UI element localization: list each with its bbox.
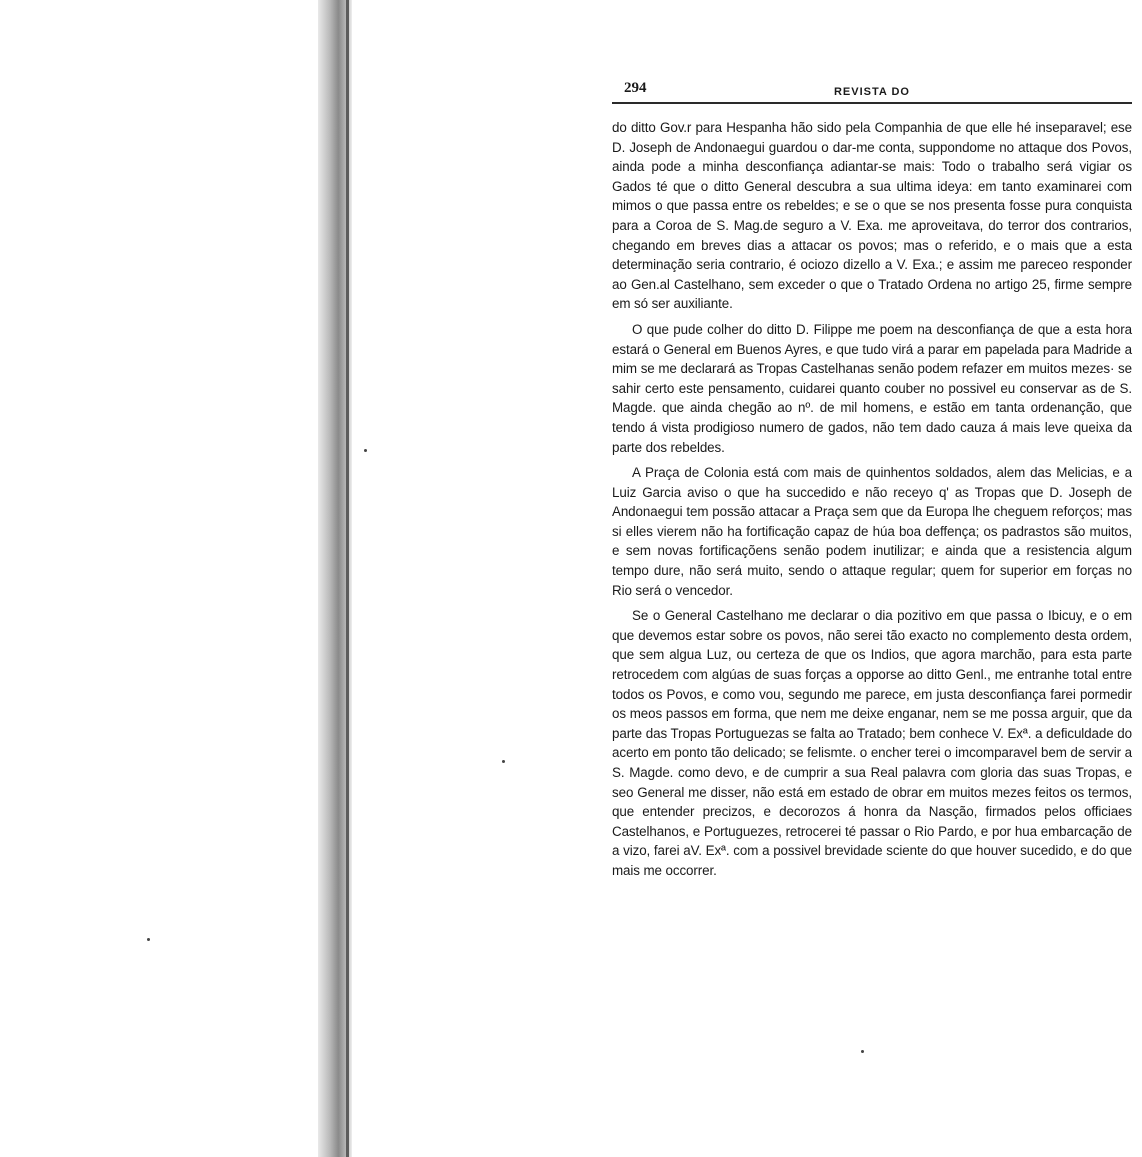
page-number: 294: [624, 80, 647, 96]
scan-speck: [502, 760, 505, 763]
gutter-edge: [346, 0, 349, 1157]
page-header: [612, 78, 1132, 104]
running-head: REVISTA DO: [833, 86, 910, 98]
scan-speck: [861, 1050, 864, 1053]
body-paragraph: A Praça de Colonia está com mais de quinhentos soldados, alem das Melicias, e a Luiz Garcia aviso o que ha succedido e não receyo q' as Tropas que D. Joseph de Andonaegui tem possão attacar a Praça sem que da Europa lhe cheguem reforços; mas si elles vierem não ha fortificação capaz de húa boa deffença; os padrastos são muitos, e sem novas fortificaçõens senão podem inutilizar; e ainda que a resistencia algum tempo dure, não será muito, sendo o attaque regular; quem for superior em forças no Rio será o vencedor.: [612, 465, 1132, 598]
document-page: [612, 78, 1132, 887]
body-paragraph: O que pude colher do ditto D. Filippe me poem na desconfiança de que a esta hora estará o General em Buenos Ayres, e que tudo virá a parar em papelada para Madride a mim se me declarará as Tropas Castelhanas senão podem refazer em muitos mezes· se sahir certo este pensamento, cuidarei quanto couber no possivel eu conservar as de S. Magde. que ainda chegão ao nº. de mil homens, e estão em tanta ordenanção, que tendo á vista prodigioso numero de gados, não tem dado cauza á mais leve queixa da parte dos rebeldes.: [612, 321, 1132, 455]
body-paragraph: Se o General Castelhano me declarar o dia pozitivo em que passa o Ibicuy, e o em que devemos estar sobre os povos, não serei tão exacto no complemento desta ordem, que sem algua Luz, ou certeza de que os Indios, que agora marchão, para esta parte retrocedem com algúas de suas forças a opporse ao ditto Genl., me entranhe total entre todos os Povos, e como vou, segundo me parece, em justa desconfiança farei pormedir os meos passos em forma, que nem me deixe enganar, nem se me possa arguir, que da parte das Tropas Portuguezas se falta ao Tratado; bem conhece V. Exª. a deficuldade do acerto em ponto tão delicado; se felismte. o encher terei o imcomparavel bem de servir a S. Magde. como devo, e de cumprir a sua Real palavra com gloria das suas Tropas, e seo General me disser, não está em estado de obrar em muitos mezes feitos os termos, que entender precizos, e decorozos á honra da Nasção, firmados pelos officiaes Castelhanos, e Portuguezes, retrocerei té passar o Rio Pardo, e por hua embarcação de a vizo, farei aV. Exª. com a possivel brevidade sciente do que houver sucedido, e do que mais me occorrer.: [612, 608, 1132, 878]
scan-speck: [364, 449, 367, 452]
body-paragraph: do ditto Gov.r para Hespanha hão sido pela Companhia de que elle hé inseparavel; ese D. Joseph de Andonaegui guardou o dar-me conta, suppondome no attaque dos Povos, ainda pode a minha desconfiança adiantar-se mais: Todo o trabalho será vigiar os Gados té que o ditto General descubra a sua ultima ideya: em tanto examinarei com mimos o que passa entre os rebeldes; e se o que se nos presenta fosse pura conquista para a Coroa de S. Mag.de seguro a V. Exa. me aproveitava, do terror dos contrarios, chegando em breves dias a attacar os povos; mas o referido, e o mais que a esta determinação seria contrario, é ociozo dizello a V. Exa.; e assim me pareceo responder ao Gen.al Castelhano, sem exceder o que o Tratado Ordena no artigo 25, firme sempre em só ser auxiliante.: [612, 120, 1132, 312]
scan-speck: [147, 938, 150, 941]
